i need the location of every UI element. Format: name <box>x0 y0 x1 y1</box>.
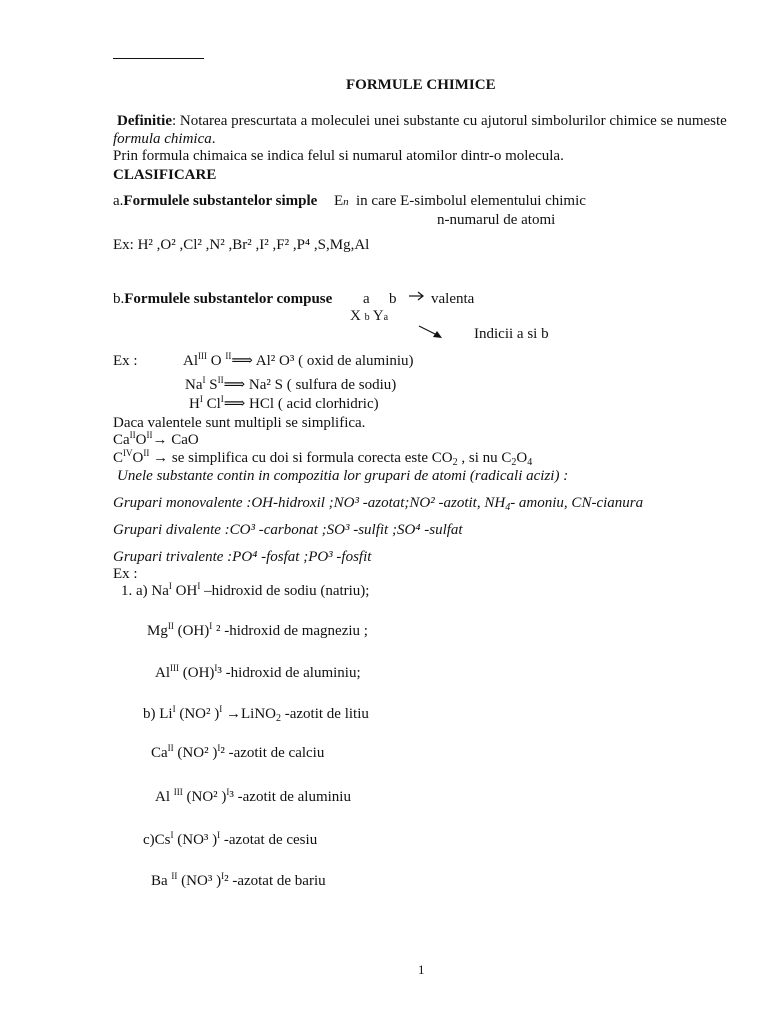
example-line-5 <box>151 745 324 762</box>
l2-end: ² -hidroxid de magneziu ; <box>212 623 368 639</box>
cao-el1: Ca <box>113 432 130 448</box>
example-line-1 <box>121 583 369 600</box>
example-line-7 <box>143 832 317 849</box>
label-a: a <box>363 291 370 307</box>
co2-text: se simplifica cu doi si formula corecta este CO <box>171 450 453 466</box>
symbol-y: Y <box>372 308 384 324</box>
co2-sub3: 4 <box>527 457 533 468</box>
l7-pre: c)Cs <box>143 832 171 848</box>
section-b-heading <box>113 291 332 308</box>
l4-s1: I <box>172 704 176 714</box>
l1-pre: 1. a) Na <box>121 583 169 599</box>
l6-end: ³ -azotit de aluminiu <box>229 789 351 805</box>
ex1-note: ( oxid de aluminiu) <box>298 353 414 369</box>
example-aluminum-oxide <box>183 353 414 370</box>
di-text: :CO³ -carbonat ;SO³ -sulfit ;SO⁴ -sulfat <box>220 522 463 538</box>
examples-label-1: Ex : <box>113 353 138 369</box>
l4-pre: b) Li <box>143 706 173 722</box>
l5-end: ² -azotit de calciu <box>220 745 325 761</box>
example-line-2 <box>147 623 368 640</box>
ex2-arrow: ⟹ <box>223 377 246 393</box>
symbol-e: E <box>334 193 344 209</box>
tri-text: :PO⁴ -fosfat ;PO³ -fosfit <box>223 549 372 565</box>
co2-mid: , si nu C <box>457 450 512 466</box>
l1-mid: OH <box>171 583 198 599</box>
l3-s1: III <box>170 663 179 673</box>
ex2-v2: II <box>217 375 224 385</box>
mono-text: :OH-hidroxil ;NO³ -azotat;NO² -azotit, NH <box>242 495 506 511</box>
tri-label: Grupari trivalente <box>113 549 224 565</box>
l2-pre: Mg <box>147 623 168 639</box>
ex2-result: Na² S <box>248 377 283 393</box>
l8-s1: II <box>171 871 178 881</box>
example-line-6 <box>155 789 351 806</box>
section-a-prefix: a. <box>113 193 124 209</box>
l2-s1: II <box>167 621 174 631</box>
l8-end: ² -azotat de bariu <box>224 873 326 889</box>
l4-s2: I <box>219 704 223 714</box>
l1-s1: I <box>168 581 172 591</box>
l7-s1: I <box>170 830 174 840</box>
section-a-desc-1: in care E-simbolul elementului chimic <box>356 193 586 209</box>
l6-s1: III <box>173 787 183 797</box>
mono-label: Grupari monovalente <box>113 495 243 511</box>
example-line-4 <box>143 706 369 723</box>
example-line-3 <box>155 665 361 682</box>
ex2-el2: S <box>209 377 218 393</box>
indici-arrow-icon <box>418 324 444 340</box>
section-b-prefix: b. <box>113 291 125 307</box>
mono-end: - amoniu, CN-cianura <box>510 495 644 511</box>
definition-italic-term: formula chimica <box>113 131 212 147</box>
ex3-v2: I <box>220 394 224 404</box>
cao-arrow: → <box>152 432 168 448</box>
ex1-arrow: ⟹ <box>231 353 253 369</box>
page-title: FORMULE CHIMICE <box>346 77 496 93</box>
l4-result: LiNO <box>240 706 276 722</box>
cao-v2: II <box>146 430 153 440</box>
definition-line-1 <box>117 113 727 130</box>
ex2-note: ( sulfura de sodiu) <box>286 377 397 393</box>
l5-mid: (NO² ) <box>173 745 218 761</box>
example-line-8 <box>151 873 326 890</box>
example-cao <box>113 432 199 449</box>
symbol-n: n <box>343 196 349 208</box>
simplify-note: Daca valentele sunt multipli se simplifica. <box>113 415 366 431</box>
section-a-example: Ex: H² ,O² ,Cl² ,N² ,Br² ,I² ,F² ,P⁴ ,S,Mg,Al <box>113 237 370 253</box>
ex1-result: Al² O³ <box>255 353 295 369</box>
definition-line-3: Prin formula chimaica se indica felul si numarul atomilor dintr-o molecula. <box>113 148 564 164</box>
classification-heading: CLASIFICARE <box>113 167 217 183</box>
label-b: b <box>389 291 397 307</box>
co2-end: O <box>516 450 528 466</box>
l7-mid: (NO³ ) <box>173 832 218 848</box>
co2-sub1: 2 <box>452 457 458 468</box>
co2-el1: C <box>113 450 124 466</box>
ex1-el2: O <box>210 353 222 369</box>
general-formula-xy <box>350 308 388 325</box>
ex1-el1: Al <box>183 353 198 369</box>
groups-trivalent <box>113 549 371 566</box>
ex3-note: ( acid clorhidric) <box>277 396 379 412</box>
l5-pre: Ca <box>151 745 168 761</box>
l4-mid: (NO² ) <box>175 706 220 722</box>
co2-v2: II <box>143 448 150 458</box>
ex2-v1: I <box>202 375 206 385</box>
definition-period: . <box>211 131 216 147</box>
groups-intro: Unele substante contin in compozitia lor grupari de atomi (radicali acizi) : <box>117 468 569 484</box>
l2-s2: I <box>209 621 213 631</box>
groups-monovalent <box>113 495 643 512</box>
cao-el2: O <box>135 432 147 448</box>
example-hydrochloric-acid <box>189 396 379 413</box>
l3-end: ³ -hidroxid de aluminiu; <box>217 665 361 681</box>
definition-line-2 <box>113 131 216 148</box>
section-b-title: Formulele substantelor compuse <box>124 291 333 307</box>
symbol-x-sub: b <box>364 312 370 323</box>
symbol-x: X <box>350 308 361 324</box>
l4-sub: 2 <box>275 713 281 724</box>
ex2-el1: Na <box>185 377 203 393</box>
top-rule <box>113 58 204 59</box>
l7-end: -azotat de cesiu <box>220 832 318 848</box>
l8-pre: Ba <box>151 873 172 889</box>
examples-label-2: Ex : <box>113 566 138 582</box>
ex1-v2: II <box>225 351 232 361</box>
l5-s1: II <box>167 743 174 753</box>
symbol-y-sub: a <box>383 312 389 323</box>
l7-s2: I <box>217 830 221 840</box>
section-a-desc-2: n-numarul de atomi <box>437 212 556 228</box>
l4-arrow: → <box>222 706 241 722</box>
l8-s2: I <box>221 871 225 881</box>
valenta-label: valenta <box>431 291 475 307</box>
l4-end: -azotit de litiu <box>280 706 369 722</box>
l8-mid: (NO³ ) <box>177 873 222 889</box>
mono-sub: 4 <box>505 502 511 513</box>
l1-end: –hidroxid de sodiu (natriu); <box>200 583 370 599</box>
l5-s2: I <box>217 743 221 753</box>
co2-el2: O <box>132 450 144 466</box>
l2-mid: (OH) <box>173 623 210 639</box>
ex3-result: HCl <box>249 396 275 412</box>
example-sodium-sulfide <box>185 377 396 394</box>
cao-result: CaO <box>171 432 199 448</box>
l3-pre: Al <box>155 665 170 681</box>
section-a-title: Formulele substantelor simple <box>123 193 318 209</box>
l6-pre: Al <box>155 789 174 805</box>
l6-s2: I <box>226 787 230 797</box>
ex3-el2: Cl <box>206 396 221 412</box>
groups-divalent <box>113 522 463 539</box>
ex3-arrow: ⟹ <box>223 396 246 412</box>
indici-label: Indicii a si b <box>474 326 549 342</box>
section-a-formula <box>334 193 349 210</box>
page-number: 1 <box>418 962 425 977</box>
l3-mid: (OH) <box>179 665 215 681</box>
ex3-v1: I <box>199 394 203 404</box>
example-co2 <box>113 450 532 467</box>
l3-s2: I <box>214 663 218 673</box>
definition-term: Definitie <box>117 113 172 129</box>
co2-v1: IV <box>123 448 133 458</box>
co2-arrow: → <box>153 450 169 466</box>
ex1-v1: III <box>198 351 207 361</box>
di-label: Grupari divalente <box>113 522 221 538</box>
definition-text: : Notarea prescurtata a moleculei unei substante cu ajutorul simbolurilor chimice se numeste <box>171 113 727 129</box>
ex3-el1: H <box>189 396 200 412</box>
section-a-heading <box>113 193 317 210</box>
cao-v1: II <box>129 430 136 440</box>
l6-mid: (NO² ) <box>182 789 227 805</box>
l1-s2: I <box>197 581 201 591</box>
co2-sub2: 2 <box>511 457 517 468</box>
valenta-arrow-icon <box>408 290 426 302</box>
